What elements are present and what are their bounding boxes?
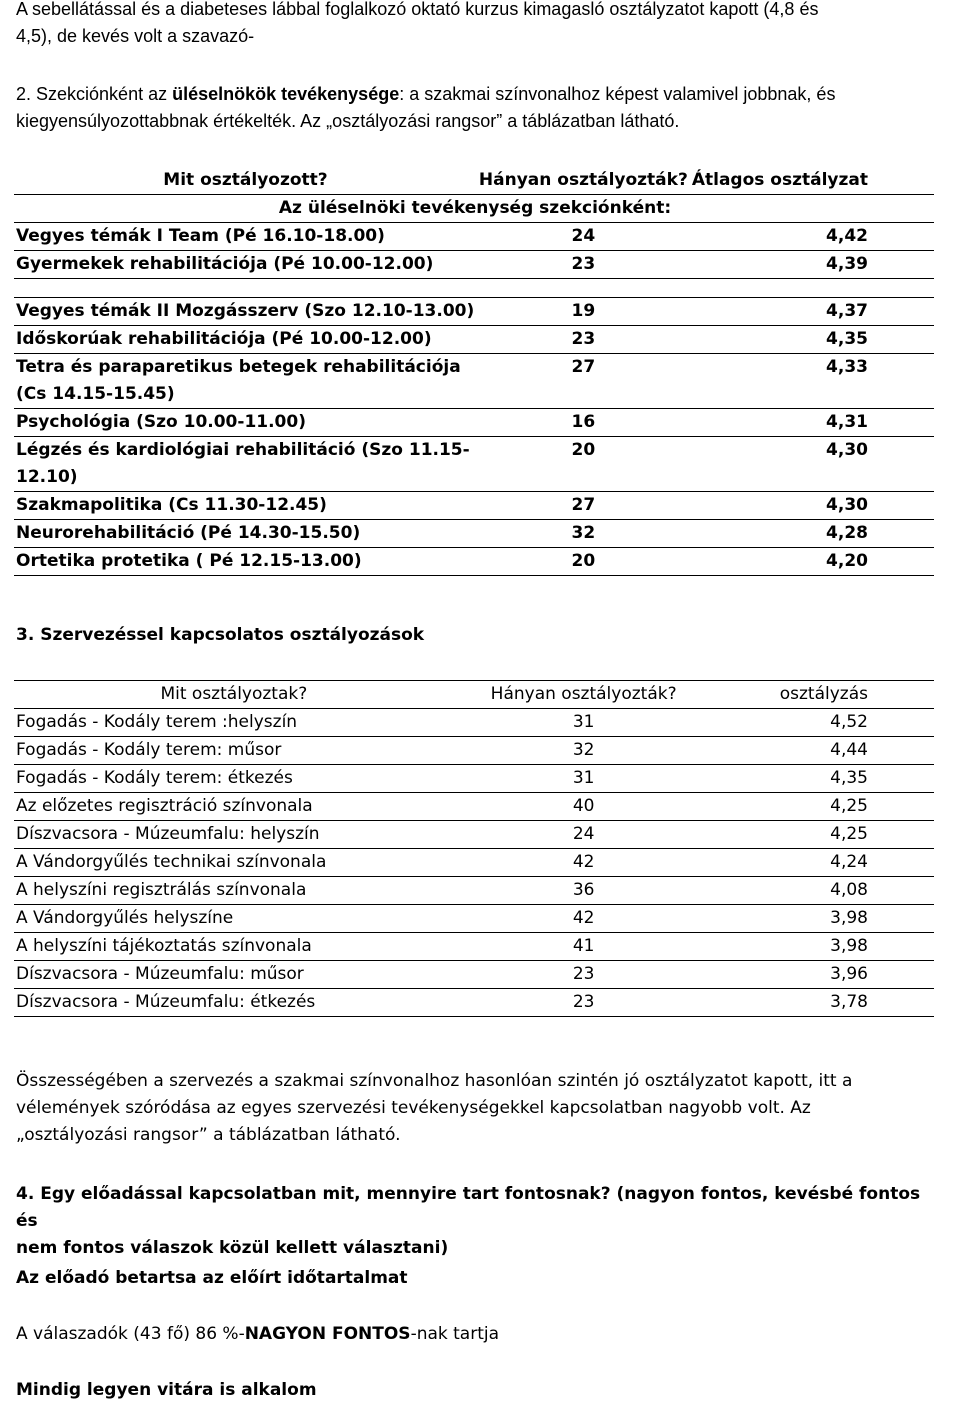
row-grade: 3,96: [714, 961, 934, 989]
table-row: [14, 793, 934, 821]
table-header-row: [14, 167, 934, 195]
row-grade: 3,98: [714, 905, 934, 933]
row-average: 4,28: [690, 520, 934, 548]
row-topic: Ortetika protetika ( Pé 12.15-13.00): [14, 548, 475, 576]
intro-line-2: 4,5), de kevés volt a szavazó-: [16, 26, 255, 46]
row-topic: A helyszíni regisztrálás színvonala: [14, 877, 452, 905]
table-spacer-row: [14, 279, 934, 298]
row-grade: 4,08: [714, 877, 934, 905]
row-topic: Időskorúak rehabilitációja (Pé 10.00-12.00): [14, 326, 475, 354]
table-row: [14, 354, 934, 409]
table-row: [14, 989, 934, 1017]
row-grade: 3,98: [714, 933, 934, 961]
row-count: 31: [452, 765, 714, 793]
table-row: [14, 737, 934, 765]
table-row: [14, 409, 934, 437]
column-header-count: Hányan osztályozták?: [475, 167, 690, 195]
row-topic: Légzés és kardiológiai rehabilitáció (Szo 11.15-12.10): [14, 437, 475, 492]
row-topic: Gyermekek rehabilitációja (Pé 10.00-12.00): [14, 251, 475, 279]
row-grade: 4,44: [714, 737, 934, 765]
row-topic: Díszvacsora - Múzeumfalu: helyszín: [14, 821, 452, 849]
summary-line-3: „osztályozási rangsor” a táblázatban látható.: [16, 1125, 401, 1145]
item-1-suffix: -nak tartja: [410, 1324, 500, 1344]
row-grade: 4,25: [714, 793, 934, 821]
section-3-title: 3. Szervezéssel kapcsolatos osztályozások: [16, 625, 425, 645]
column-header-topic: Mit osztályozott?: [14, 167, 475, 195]
table-row: [14, 298, 934, 326]
row-topic: Tetra és paraparetikus betegek rehabilitációja (Cs 14.15-15.45): [14, 354, 475, 409]
row-count: 36: [452, 877, 714, 905]
row-average: 4,33: [690, 354, 934, 409]
row-count: 23: [452, 989, 714, 1017]
row-count: 40: [452, 793, 714, 821]
row-count: 27: [475, 354, 690, 409]
row-grade: 4,24: [714, 849, 934, 877]
table-row: [14, 709, 934, 737]
row-grade: 4,35: [714, 765, 934, 793]
table-subheader-row: [14, 195, 934, 223]
row-average: 4,39: [690, 251, 934, 279]
chair-ratings-table: [14, 167, 934, 576]
row-topic: Szakmapolitika (Cs 11.30-12.45): [14, 492, 475, 520]
row-topic: Vegyes témák II Mozgásszerv (Szo 12.10-13.00): [14, 298, 475, 326]
table-row: [14, 877, 934, 905]
summary-paragraph: [16, 1068, 946, 1149]
table-row: [14, 933, 934, 961]
row-topic: Neurorehabilitáció (Pé 14.30-15.50): [14, 520, 475, 548]
item-1-prefix: A válaszadók (43 fő) 86 %-: [16, 1324, 245, 1344]
row-count: 23: [452, 961, 714, 989]
row-topic: A Vándorgyűlés helyszíne: [14, 905, 452, 933]
table-row: [14, 821, 934, 849]
row-count: 23: [475, 251, 690, 279]
row-count: 42: [452, 905, 714, 933]
row-topic: Díszvacsora - Múzeumfalu: műsor: [14, 961, 452, 989]
section-2-number: 2.: [16, 84, 32, 104]
section-2-paragraph: [16, 81, 946, 135]
section-2-prefix: Szekciónként az: [31, 84, 173, 104]
row-count: 42: [452, 849, 714, 877]
row-average: 4,42: [690, 223, 934, 251]
row-topic: Vegyes témák I Team (Pé 16.10-18.00): [14, 223, 475, 251]
table-row: [14, 905, 934, 933]
section-4-line-2: nem fontos válaszok közül kellett választani): [16, 1238, 449, 1258]
table-row: [14, 765, 934, 793]
row-count: 16: [475, 409, 690, 437]
table-row: [14, 326, 934, 354]
row-average: 4,31: [690, 409, 934, 437]
table-row: [14, 548, 934, 576]
table-row: [14, 437, 934, 492]
row-grade: 4,52: [714, 709, 934, 737]
column-header-grade: osztályzás: [714, 681, 934, 709]
row-topic: Fogadás - Kodály terem :helyszín: [14, 709, 452, 737]
table-row: [14, 520, 934, 548]
item-1-title: Az előadó betartsa az előírt időtartalmat: [16, 1268, 408, 1288]
table-header-row: [14, 681, 934, 709]
column-header-count: Hányan osztályozták?: [452, 681, 714, 709]
row-count: 19: [475, 298, 690, 326]
row-average: 4,20: [690, 548, 934, 576]
item-2-title: Mindig legyen vitára is alkalom: [16, 1380, 317, 1400]
column-header-topic: Mit osztályoztak?: [14, 681, 452, 709]
row-average: 4,30: [690, 437, 934, 492]
row-topic: Fogadás - Kodály terem: műsor: [14, 737, 452, 765]
item-1-result: [16, 1321, 946, 1348]
item-1-emphasis: NAGYON FONTOS: [244, 1324, 411, 1344]
section-2-bold: üléselnökök tevékenysége: [172, 84, 400, 104]
row-average: 4,35: [690, 326, 934, 354]
row-average: 4,37: [690, 298, 934, 326]
row-grade: 3,78: [714, 989, 934, 1017]
row-topic: Psychológia (Szo 10.00-11.00): [14, 409, 475, 437]
row-count: 24: [475, 223, 690, 251]
row-count: 24: [452, 821, 714, 849]
row-grade: 4,25: [714, 821, 934, 849]
table-row: [14, 492, 934, 520]
row-count: 20: [475, 548, 690, 576]
summary-line-1: Összességében a szervezés a szakmai színvonalhoz hasonlóan szintén jó osztályzatot kapott, itt a: [16, 1071, 853, 1091]
row-topic: Fogadás - Kodály terem: étkezés: [14, 765, 452, 793]
row-count: 27: [475, 492, 690, 520]
table-row: [14, 223, 934, 251]
intro-paragraph: [16, 0, 946, 50]
summary-line-2: vélemények szóródása az egyes szervezési tevékenységekkel kapcsolatban nagyobb volt. Az: [16, 1098, 811, 1118]
table-row: [14, 961, 934, 989]
organization-ratings-table: [14, 680, 934, 1017]
intro-line-1: A sebellátással és a diabeteses lábbal foglalkozó oktató kurzus kimagasló osztályzatot kapott (4,8 és: [16, 0, 819, 19]
section-4-line-1: 4. Egy előadással kapcsolatban mit, mennyire tart fontosnak? (nagyon fontos, kevésbé fontos és: [16, 1184, 921, 1231]
section-4-question: [16, 1181, 946, 1262]
row-topic: Díszvacsora - Múzeumfalu: étkezés: [14, 989, 452, 1017]
section-2-line-2: kiegyensúlyozottabbnak értékelték. Az „osztályozási rangsor” a táblázatban látható.: [16, 111, 680, 131]
row-count: 41: [452, 933, 714, 961]
row-count: 32: [452, 737, 714, 765]
row-count: 20: [475, 437, 690, 492]
row-topic: Az előzetes regisztráció színvonala: [14, 793, 452, 821]
table-row: [14, 849, 934, 877]
column-header-average: Átlagos osztályzat: [690, 167, 934, 195]
table-row: [14, 251, 934, 279]
row-topic: A helyszíni tájékoztatás színvonala: [14, 933, 452, 961]
row-count: 32: [475, 520, 690, 548]
row-topic: A Vándorgyűlés technikai színvonala: [14, 849, 452, 877]
section-2-line-1: [16, 81, 946, 108]
section-2-rest: : a szakmai színvonalhoz képest valamivel jobbnak, és: [399, 84, 836, 104]
row-average: 4,30: [690, 492, 934, 520]
table-subheader: Az üléselnöki tevékenység szekciónként:: [14, 195, 934, 223]
row-count: 31: [452, 709, 714, 737]
row-count: 23: [475, 326, 690, 354]
